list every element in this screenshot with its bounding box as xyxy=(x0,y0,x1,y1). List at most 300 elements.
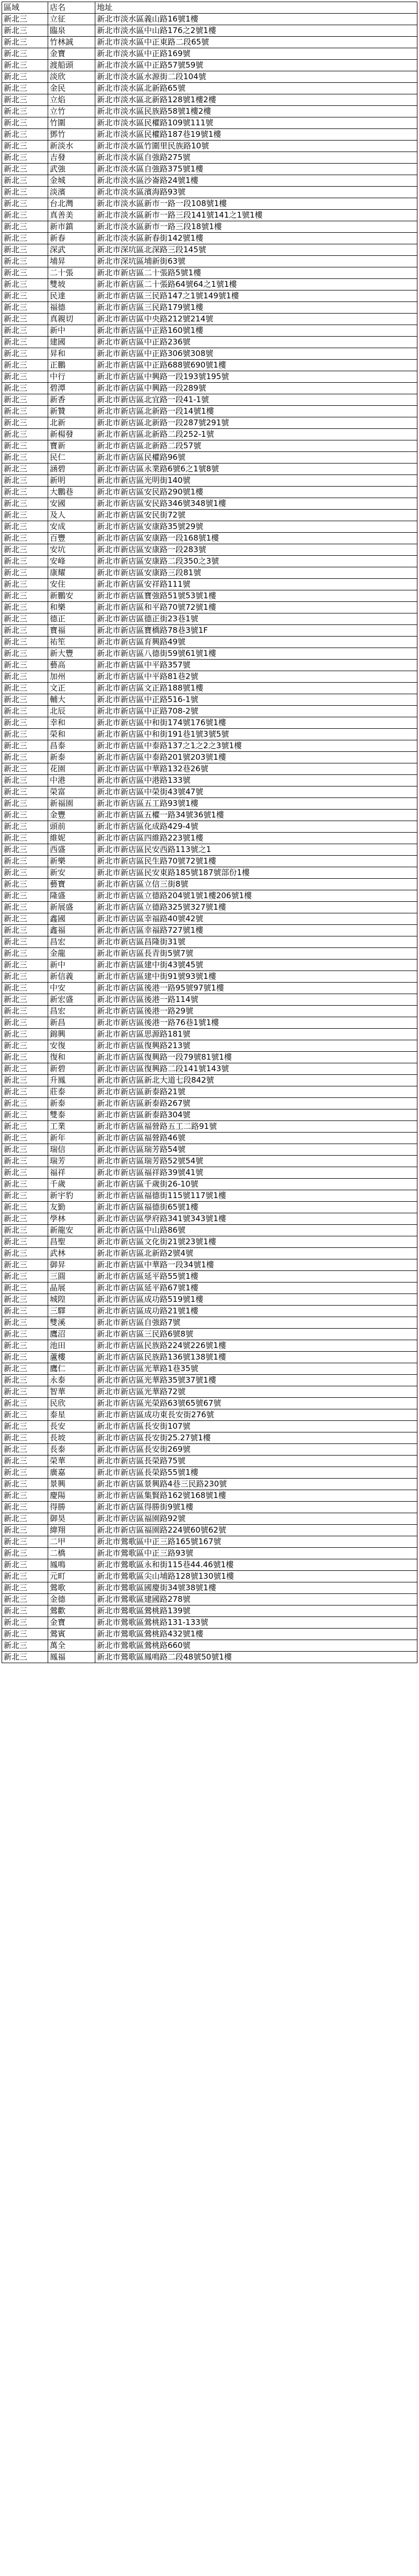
cell-address: 新北市新店區中正路160號1樓 xyxy=(95,325,417,337)
cell-region: 新北三 xyxy=(2,775,48,786)
cell-address: 新北市新店區北新路2號4號 xyxy=(95,1248,417,1259)
table-row xyxy=(2,856,417,867)
table-row xyxy=(2,1029,417,1040)
cell-region: 新北三 xyxy=(2,579,48,590)
table-row xyxy=(2,1063,417,1075)
cell-address: 新北市新店區自強路7號 xyxy=(95,1317,417,1329)
cell-store-name: 長坡 xyxy=(48,1432,95,1444)
table-row xyxy=(2,1156,417,1167)
cell-region: 新北三 xyxy=(2,913,48,925)
cell-store-name: 廣嘉 xyxy=(48,1467,95,1479)
cell-address: 新北市淡水區義山路16號1樓 xyxy=(95,14,417,25)
cell-address: 新北市新店區建中街43號45號 xyxy=(95,960,417,971)
table-row xyxy=(2,1502,417,1513)
table-row xyxy=(2,25,417,37)
cell-region: 新北三 xyxy=(2,856,48,867)
cell-store-name: 武林 xyxy=(48,1248,95,1259)
cell-store-name: 新樂 xyxy=(48,856,95,867)
column-header-region: 區域 xyxy=(2,2,48,14)
cell-region: 新北三 xyxy=(2,498,48,510)
cell-address: 新北市鶯歌區國慶街34號38號1樓 xyxy=(95,1582,417,1594)
cell-address: 新北市淡水區中正路57號59號 xyxy=(95,60,417,71)
cell-address: 新北市新店區中華路一段34號1樓 xyxy=(95,1259,417,1271)
table-row xyxy=(2,406,417,417)
table-row xyxy=(2,1052,417,1063)
cell-address: 新北市新店區幸福路727號1樓 xyxy=(95,925,417,936)
cell-address: 新北市新店區立信三街8號 xyxy=(95,879,417,890)
cell-region: 新北三 xyxy=(2,1605,48,1617)
cell-store-name: 新楊發 xyxy=(48,429,95,440)
cell-region: 新北三 xyxy=(2,1456,48,1467)
cell-address: 新北市新店區建中街91號93號1樓 xyxy=(95,971,417,983)
table-row xyxy=(2,729,417,740)
cell-region: 新北三 xyxy=(2,1052,48,1063)
cell-address: 新北市淡水區中正路169號 xyxy=(95,48,417,60)
cell-region: 新北三 xyxy=(2,71,48,83)
cell-region: 新北三 xyxy=(2,141,48,152)
cell-store-name: 新中 xyxy=(48,325,95,337)
table-row xyxy=(2,1513,417,1525)
cell-region: 新北三 xyxy=(2,533,48,544)
cell-store-name: 昌宏 xyxy=(48,1006,95,1017)
cell-store-name: 安住 xyxy=(48,579,95,590)
cell-store-name: 輔大 xyxy=(48,694,95,706)
cell-address: 新北市新店區北新路一段287號291號 xyxy=(95,417,417,429)
cell-store-name: 寶新 xyxy=(48,440,95,452)
cell-address: 新北市新店區五工路93號1樓 xyxy=(95,798,417,810)
table-row xyxy=(2,1536,417,1548)
cell-address: 新北市新店區寶強路51號53號1樓 xyxy=(95,590,417,602)
cell-address: 新北市新店區二十張路64號64之1號1樓 xyxy=(95,279,417,290)
table-row xyxy=(2,694,417,706)
cell-region: 新北三 xyxy=(2,25,48,37)
cell-store-name: 昌泰 xyxy=(48,740,95,752)
table-row xyxy=(2,464,417,475)
table-row xyxy=(2,1282,417,1294)
cell-address: 新北市淡水區竹圍里民族路10號 xyxy=(95,141,417,152)
cell-region: 新北三 xyxy=(2,994,48,1006)
cell-store-name: 中行 xyxy=(48,371,95,383)
cell-store-name: 錦興 xyxy=(48,1029,95,1040)
cell-store-name: 鶯歡 xyxy=(48,1605,95,1617)
cell-address: 新北市淡水區民權路109號111號 xyxy=(95,117,417,129)
cell-address: 新北市淡水區北新路65號 xyxy=(95,83,417,94)
cell-store-name: 新信義 xyxy=(48,971,95,983)
table-row xyxy=(2,1386,417,1398)
table-row xyxy=(2,1421,417,1432)
cell-store-name: 涵碧 xyxy=(48,464,95,475)
cell-address: 新北市新店區千歲街26-10號 xyxy=(95,1179,417,1190)
cell-region: 新北三 xyxy=(2,1444,48,1456)
cell-region: 新北三 xyxy=(2,810,48,821)
cell-region: 新北三 xyxy=(2,475,48,487)
cell-region: 新北三 xyxy=(2,1571,48,1582)
cell-store-name: 幸和 xyxy=(48,717,95,729)
cell-address: 新北市淡水區沙崙路24號1樓 xyxy=(95,175,417,187)
table-row xyxy=(2,1363,417,1375)
cell-region: 新北三 xyxy=(2,417,48,429)
cell-address: 新北市新店區新泰路267號 xyxy=(95,1098,417,1109)
cell-region: 新北三 xyxy=(2,1548,48,1559)
table-row xyxy=(2,37,417,48)
cell-region: 新北三 xyxy=(2,567,48,579)
cell-address: 新北市新店區安民街72號 xyxy=(95,510,417,521)
cell-store-name: 永泰 xyxy=(48,1375,95,1386)
cell-store-name: 鷹仁 xyxy=(48,1363,95,1375)
store-address-table xyxy=(2,2,417,1663)
cell-region: 新北三 xyxy=(2,694,48,706)
cell-address: 新北市新店區中正路708-2號 xyxy=(95,706,417,717)
cell-store-name: 千歲 xyxy=(48,1179,95,1190)
table-row xyxy=(2,648,417,660)
cell-store-name: 百豐 xyxy=(48,533,95,544)
cell-region: 新北三 xyxy=(2,948,48,960)
cell-store-name: 鶯賓 xyxy=(48,1629,95,1640)
cell-store-name: 中港 xyxy=(48,775,95,786)
cell-region: 新北三 xyxy=(2,1179,48,1190)
cell-store-name: 升鳳 xyxy=(48,1075,95,1086)
cell-region: 新北三 xyxy=(2,60,48,71)
cell-region: 新北三 xyxy=(2,740,48,752)
table-row xyxy=(2,1213,417,1225)
cell-store-name: 新鵬安 xyxy=(48,590,95,602)
table-row xyxy=(2,267,417,279)
cell-address: 新北市新店區後港一路29號 xyxy=(95,1006,417,1017)
table-row xyxy=(2,786,417,798)
cell-store-name: 雙泰 xyxy=(48,1109,95,1121)
cell-address: 新北市新店區安康路三段81號 xyxy=(95,567,417,579)
table-row xyxy=(2,1479,417,1490)
cell-address: 新北市淡水區新市一路一段108號1樓 xyxy=(95,198,417,210)
table-row xyxy=(2,498,417,510)
table-row xyxy=(2,590,417,602)
table-row xyxy=(2,613,417,625)
cell-region: 新北三 xyxy=(2,510,48,521)
table-row xyxy=(2,1040,417,1052)
cell-store-name: 新泰 xyxy=(48,752,95,763)
table-row xyxy=(2,71,417,83)
cell-region: 新北三 xyxy=(2,383,48,394)
table-row xyxy=(2,152,417,164)
cell-store-name: 瑞芳 xyxy=(48,1156,95,1167)
cell-region: 新北三 xyxy=(2,1236,48,1248)
table-row xyxy=(2,902,417,913)
cell-store-name: 寶福 xyxy=(48,625,95,637)
cell-address: 新北市鶯歌區鶯桃路131-133號 xyxy=(95,1617,417,1629)
cell-region: 新北三 xyxy=(2,129,48,141)
cell-region: 新北三 xyxy=(2,798,48,810)
cell-region: 新北三 xyxy=(2,1375,48,1386)
cell-region: 新北三 xyxy=(2,1063,48,1075)
table-row xyxy=(2,1456,417,1467)
table-row xyxy=(2,637,417,648)
cell-store-name: 新龍安 xyxy=(48,1225,95,1236)
table-row xyxy=(2,279,417,290)
table-row xyxy=(2,14,417,25)
cell-address: 新北市新店區五權一路34號36號1樓 xyxy=(95,810,417,821)
table-row xyxy=(2,1490,417,1502)
cell-address: 新北市新店區三民路147之1號149號1樓 xyxy=(95,290,417,302)
cell-region: 新北三 xyxy=(2,48,48,60)
table-row xyxy=(2,579,417,590)
cell-store-name: 花園 xyxy=(48,763,95,775)
cell-region: 新北三 xyxy=(2,1329,48,1340)
cell-region: 新北三 xyxy=(2,602,48,613)
cell-store-name: 鑫國 xyxy=(48,913,95,925)
table-row xyxy=(2,440,417,452)
table-row xyxy=(2,706,417,717)
cell-address: 新北市新店區安康路一段283號 xyxy=(95,544,417,556)
cell-address: 新北市新店區民安西路113號之1 xyxy=(95,844,417,856)
cell-address: 新北市新店區北宜路一段41-1號 xyxy=(95,394,417,406)
cell-region: 新北三 xyxy=(2,717,48,729)
cell-address: 新北市新店區長榮路55號1樓 xyxy=(95,1467,417,1479)
cell-region: 新北三 xyxy=(2,1098,48,1109)
table-header-row xyxy=(2,2,417,14)
cell-store-name: 學林 xyxy=(48,1213,95,1225)
cell-region: 新北三 xyxy=(2,256,48,267)
cell-store-name: 新明 xyxy=(48,475,95,487)
cell-store-name: 新泰 xyxy=(48,1098,95,1109)
cell-store-name: 三圓 xyxy=(48,1271,95,1282)
cell-store-name: 福德 xyxy=(48,302,95,314)
cell-store-name: 碧潭 xyxy=(48,383,95,394)
cell-address: 新北市新店區三民路179號1樓 xyxy=(95,302,417,314)
cell-region: 新北三 xyxy=(2,671,48,683)
table-row xyxy=(2,106,417,117)
column-header-address: 地址 xyxy=(95,2,417,14)
cell-address: 新北市新店區成功路519號1樓 xyxy=(95,1294,417,1306)
table-row xyxy=(2,371,417,383)
cell-address: 新北市新店區後港一路95號97號1樓 xyxy=(95,983,417,994)
cell-region: 新北三 xyxy=(2,660,48,671)
table-row xyxy=(2,94,417,106)
cell-address: 新北市新店區長榮路75號 xyxy=(95,1456,417,1467)
table-row xyxy=(2,1444,417,1456)
cell-address: 新北市淡水區自強路275號 xyxy=(95,152,417,164)
cell-address: 新北市新店區昌隆街31號 xyxy=(95,936,417,948)
cell-region: 新北三 xyxy=(2,902,48,913)
cell-address: 新北市新店區中榮街43號47號 xyxy=(95,786,417,798)
cell-store-name: 台北灣 xyxy=(48,198,95,210)
cell-region: 新北三 xyxy=(2,1559,48,1571)
cell-address: 新北市淡水區民族路58號1樓2樓 xyxy=(95,106,417,117)
cell-region: 新北三 xyxy=(2,290,48,302)
table-row xyxy=(2,833,417,844)
table-row xyxy=(2,1525,417,1536)
table-row xyxy=(2,775,417,786)
table-row xyxy=(2,60,417,71)
cell-region: 新北三 xyxy=(2,440,48,452)
cell-address: 新北市鶯歌區鳳鳴路二段48號50號1樓 xyxy=(95,1652,417,1663)
cell-region: 新北三 xyxy=(2,487,48,498)
cell-address: 新北市新店區福營路46號 xyxy=(95,1133,417,1144)
table-row xyxy=(2,671,417,683)
cell-address: 新北市新店區福園路224號60號62號 xyxy=(95,1525,417,1536)
cell-region: 新北三 xyxy=(2,1075,48,1086)
cell-address: 新北市新店區思源路181號 xyxy=(95,1029,417,1040)
cell-address: 新北市新店區立德路204號1號1樓206號1樓 xyxy=(95,890,417,902)
cell-store-name: 竹林誠 xyxy=(48,37,95,48)
table-row xyxy=(2,1605,417,1617)
cell-region: 新北三 xyxy=(2,706,48,717)
cell-store-name: 民仁 xyxy=(48,452,95,464)
cell-store-name: 正鵬 xyxy=(48,360,95,371)
cell-store-name: 安坑 xyxy=(48,544,95,556)
table-row xyxy=(2,567,417,579)
cell-address: 新北市新店區福營路五工二路91號 xyxy=(95,1121,417,1133)
table-row xyxy=(2,487,417,498)
table-row xyxy=(2,533,417,544)
cell-address: 新北市新店區安康路一段168號1樓 xyxy=(95,533,417,544)
cell-region: 新北三 xyxy=(2,625,48,637)
cell-store-name: 埔昇 xyxy=(48,256,95,267)
cell-region: 新北三 xyxy=(2,325,48,337)
cell-store-name: 金德 xyxy=(48,1594,95,1605)
cell-store-name: 康耀 xyxy=(48,567,95,579)
cell-store-name: 和樂 xyxy=(48,602,95,613)
table-row xyxy=(2,1582,417,1594)
table-row xyxy=(2,925,417,936)
cell-region: 新北三 xyxy=(2,1629,48,1640)
cell-address: 新北市新店區安康路二段350之3號 xyxy=(95,556,417,567)
cell-address: 新北市新店區復興路二段141號143號 xyxy=(95,1063,417,1075)
cell-store-name: 慶陽 xyxy=(48,1490,95,1502)
cell-address: 新北市新店區二十張路5號1樓 xyxy=(95,267,417,279)
cell-address: 新北市新店區化成路429-4號 xyxy=(95,821,417,833)
table-row xyxy=(2,810,417,821)
cell-address: 新北市深坑區埔新街63號 xyxy=(95,256,417,267)
table-row xyxy=(2,1006,417,1017)
cell-store-name: 淡欣 xyxy=(48,71,95,83)
cell-address: 新北市新店區新北大道七段842號 xyxy=(95,1075,417,1086)
table-row xyxy=(2,1086,417,1098)
cell-store-name: 瑞信 xyxy=(48,1144,95,1156)
cell-address: 新北市淡水區中山路176之2號1樓 xyxy=(95,25,417,37)
cell-store-name: 景興 xyxy=(48,1479,95,1490)
cell-region: 新北三 xyxy=(2,683,48,694)
table-row xyxy=(2,1409,417,1421)
cell-region: 新北三 xyxy=(2,1421,48,1432)
table-row xyxy=(2,452,417,464)
cell-store-name: 新淡水 xyxy=(48,141,95,152)
cell-address: 新北市新店區安康路35號29號 xyxy=(95,521,417,533)
table-row xyxy=(2,1109,417,1121)
table-row xyxy=(2,256,417,267)
cell-store-name: 深武 xyxy=(48,244,95,256)
cell-region: 新北三 xyxy=(2,1398,48,1409)
cell-region: 新北三 xyxy=(2,233,48,244)
cell-region: 新北三 xyxy=(2,867,48,879)
cell-store-name: 蘆樓 xyxy=(48,1352,95,1363)
table-row xyxy=(2,844,417,856)
cell-region: 新北三 xyxy=(2,1006,48,1017)
cell-store-name: 安國 xyxy=(48,498,95,510)
cell-region: 新北三 xyxy=(2,164,48,175)
cell-region: 新北三 xyxy=(2,879,48,890)
cell-address: 新北市新店區成功東長安街276號 xyxy=(95,1409,417,1421)
cell-region: 新北三 xyxy=(2,371,48,383)
cell-region: 新北三 xyxy=(2,1121,48,1133)
cell-address: 新北市鶯歌區中正三路165號167號 xyxy=(95,1536,417,1548)
cell-address: 新北市淡水區北新路128號1樓2樓 xyxy=(95,94,417,106)
cell-store-name: 金寶 xyxy=(48,1617,95,1629)
cell-address: 新北市深坑區北深路三段145號 xyxy=(95,244,417,256)
table-row xyxy=(2,602,417,613)
cell-region: 新北三 xyxy=(2,1029,48,1040)
table-row xyxy=(2,1432,417,1444)
cell-region: 新北三 xyxy=(2,1040,48,1052)
cell-store-name: 鳳鳴 xyxy=(48,1559,95,1571)
cell-region: 新北三 xyxy=(2,1594,48,1605)
cell-region: 新北三 xyxy=(2,1017,48,1029)
cell-store-name: 榮富 xyxy=(48,786,95,798)
cell-store-name: 立焰 xyxy=(48,94,95,106)
cell-region: 新北三 xyxy=(2,1294,48,1306)
cell-address: 新北市新店區福德街115號117號1樓 xyxy=(95,1190,417,1202)
cell-address: 新北市新店區後港一路76巷1號1樓 xyxy=(95,1017,417,1029)
table-row xyxy=(2,1317,417,1329)
cell-region: 新北三 xyxy=(2,1156,48,1167)
cell-region: 新北三 xyxy=(2,337,48,348)
cell-region: 新北三 xyxy=(2,302,48,314)
cell-store-name: 立征 xyxy=(48,14,95,25)
cell-store-name: 民達 xyxy=(48,290,95,302)
cell-region: 新北三 xyxy=(2,394,48,406)
cell-region: 新北三 xyxy=(2,1525,48,1536)
cell-address: 新北市新店區新泰路21號 xyxy=(95,1086,417,1098)
cell-store-name: 頭前 xyxy=(48,821,95,833)
cell-store-name: 新市鎮 xyxy=(48,221,95,233)
cell-region: 新北三 xyxy=(2,1167,48,1179)
cell-store-name: 淡濱 xyxy=(48,187,95,198)
cell-address: 新北市新店區北新路二段57號 xyxy=(95,440,417,452)
cell-region: 新北三 xyxy=(2,187,48,198)
cell-region: 新北三 xyxy=(2,360,48,371)
cell-region: 新北三 xyxy=(2,406,48,417)
cell-region: 新北三 xyxy=(2,752,48,763)
cell-store-name: 城隍 xyxy=(48,1294,95,1306)
cell-address: 新北市新店區民族路224號226號1樓 xyxy=(95,1340,417,1352)
cell-store-name: 長泰 xyxy=(48,1444,95,1456)
table-row xyxy=(2,1271,417,1282)
table-row xyxy=(2,660,417,671)
cell-region: 新北三 xyxy=(2,1271,48,1282)
cell-address: 新北市新店區三民路6號8號 xyxy=(95,1329,417,1340)
table-row xyxy=(2,740,417,752)
table-row xyxy=(2,1133,417,1144)
cell-store-name: 渡船頭 xyxy=(48,60,95,71)
cell-address: 新北市新店區和平路70號72號1樓 xyxy=(95,602,417,613)
table-row xyxy=(2,1640,417,1652)
table-row xyxy=(2,348,417,360)
cell-address: 新北市新店區長安街269號 xyxy=(95,1444,417,1456)
table-row xyxy=(2,429,417,440)
cell-region: 新北三 xyxy=(2,971,48,983)
cell-region: 新北三 xyxy=(2,1352,48,1363)
cell-store-name: 昌宏 xyxy=(48,936,95,948)
cell-region: 新北三 xyxy=(2,1432,48,1444)
table-row xyxy=(2,1340,417,1352)
cell-region: 新北三 xyxy=(2,821,48,833)
table-row xyxy=(2,1398,417,1409)
table-row xyxy=(2,1179,417,1190)
table-row xyxy=(2,1352,417,1363)
cell-address: 新北市新店區長青街5號7號 xyxy=(95,948,417,960)
cell-address: 新北市淡水區濱海路93號 xyxy=(95,187,417,198)
cell-region: 新北三 xyxy=(2,1513,48,1525)
table-row xyxy=(2,117,417,129)
